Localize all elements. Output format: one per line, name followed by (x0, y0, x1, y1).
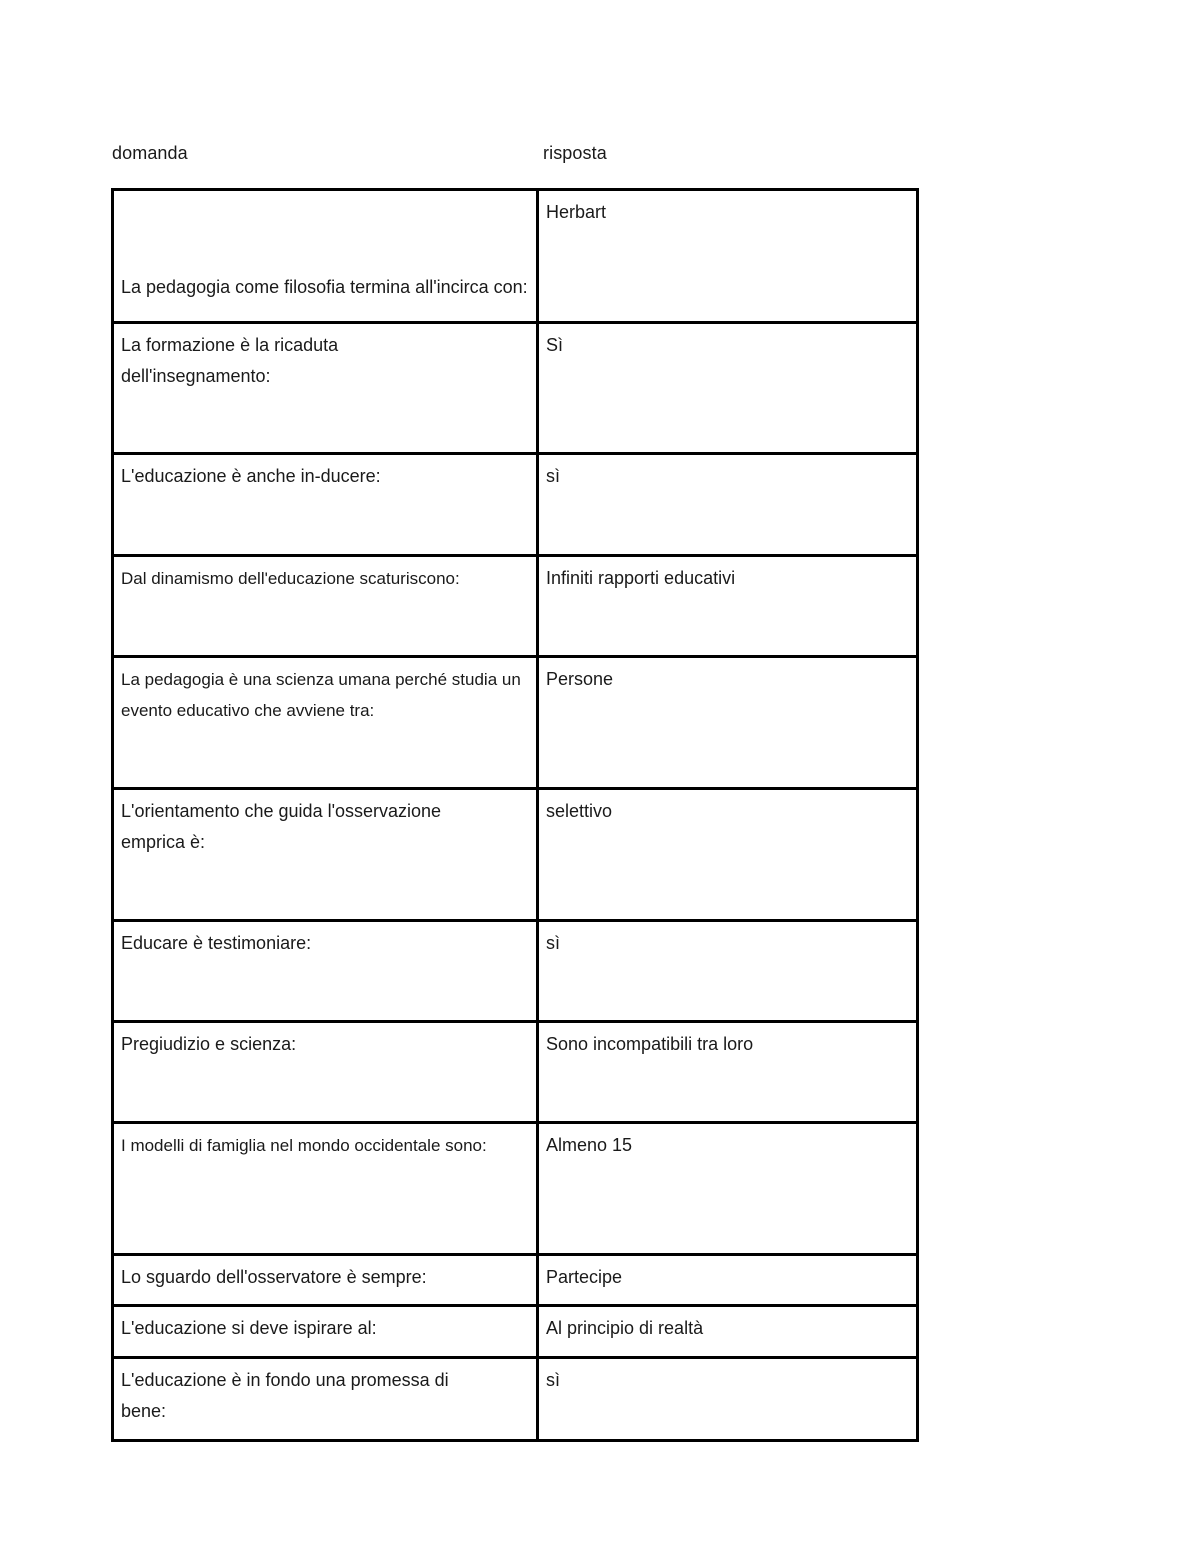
question-cell: I modelli di famiglia nel mondo occidentale sono: (113, 1123, 538, 1255)
question-cell: La pedagogia come filosofia termina all'incirca con: (113, 190, 538, 323)
question-cell: L'educazione si deve ispirare al: (113, 1306, 538, 1358)
table-row (113, 323, 918, 454)
table-row (113, 1022, 918, 1123)
question-cell: Pregiudizio e scienza: (113, 1022, 538, 1123)
answer-cell: sì (538, 454, 918, 556)
table-row (113, 657, 918, 789)
table-row (113, 1306, 918, 1358)
table-row (113, 1358, 918, 1441)
answer-cell: Al principio di realtà (538, 1306, 918, 1358)
answer-cell: Infiniti rapporti educativi (538, 556, 918, 657)
question-cell: Dal dinamismo dell'educazione scaturiscono: (113, 556, 538, 657)
table-row (113, 556, 918, 657)
answer-cell: Herbart (538, 190, 918, 323)
answer-cell: Almeno 15 (538, 1123, 918, 1255)
table-row (113, 190, 918, 323)
question-cell: Educare è testimoniare: (113, 921, 538, 1022)
table-row (113, 921, 918, 1022)
table-row (113, 1255, 918, 1306)
answer-column-label: risposta (543, 143, 607, 163)
question-cell: Lo sguardo dell'osservatore è sempre: (113, 1255, 538, 1306)
qa-table (111, 188, 919, 1442)
question-column-label: domanda (112, 143, 188, 163)
answer-cell: sì (538, 921, 918, 1022)
answer-cell: Partecipe (538, 1255, 918, 1306)
question-cell: La pedagogia è una scienza umana perché studia un evento educativo che avviene tra: (113, 657, 538, 789)
question-cell: L'orientamento che guida l'osservazione emprica è: (113, 789, 538, 921)
table-row (113, 789, 918, 921)
question-cell: L'educazione è anche in-ducere: (113, 454, 538, 556)
answer-cell: Sono incompatibili tra loro (538, 1022, 918, 1123)
answer-cell: Persone (538, 657, 918, 789)
question-cell: La formazione è la ricaduta dell'insegnamento: (113, 323, 538, 454)
answer-cell: selettivo (538, 789, 918, 921)
table-row (113, 1123, 918, 1255)
answer-cell: sì (538, 1358, 918, 1441)
answer-cell: Sì (538, 323, 918, 454)
table-row (113, 454, 918, 556)
question-cell: L'educazione è in fondo una promessa di bene: (113, 1358, 538, 1441)
